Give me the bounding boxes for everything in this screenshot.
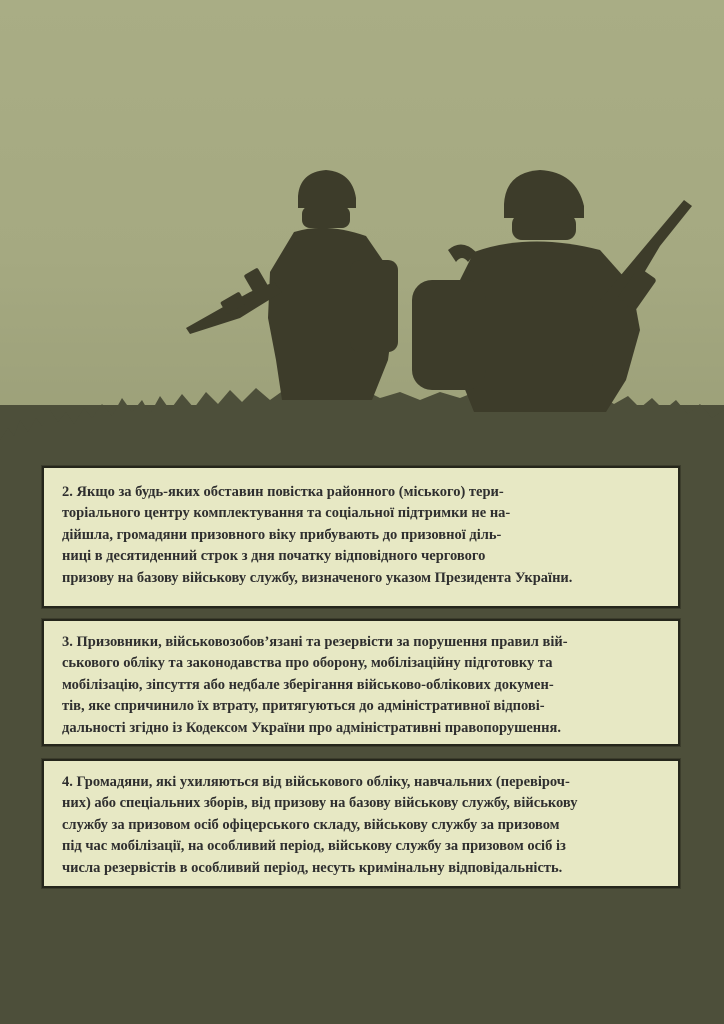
left-soldier-silhouette bbox=[186, 170, 398, 400]
foliage-silhouette bbox=[0, 388, 724, 470]
panel-text-item-2: 2. Якщо за будь-яких обставин повістка районного (міського) тери- торіального центру комплектування та соціальної підтримки не на- дійшла, громадяни призовного віку прибувають до призовної діль- ниці в десятиденний строк з дня початку відповідного чергового призову на базову військову службу, визначеного указом Президента України. bbox=[62, 484, 573, 586]
info-panel-item-2 bbox=[42, 466, 680, 608]
info-panel-item-4 bbox=[42, 759, 680, 888]
soldiers-illustration bbox=[0, 0, 724, 470]
info-panel-item-3 bbox=[42, 619, 680, 746]
panel-text-item-4: 4. Громадяни, які ухиляються від військового обліку, навчальних (перевіроч- них) або спеціальних зборів, від призову на базову військову службу, військову службу за призовом осіб офіцерського складу, військову службу за призовом під час мобілізації, на особливий період, військову службу за призовом осіб із числа резервістів в особливий період, несуть кримінальну відповідальність. bbox=[62, 774, 578, 876]
panel-text-item-3: 3. Призовники, військовозобов’язані та резервісти за порушення правил вій- ськового обліку та законодавства про оборону, мобілізаційну підготовку та мобілізацію, зіпсуття або недбале зберігання військово-облікових докумен- тів, яке спричинило їх втрату, притягуються до адміністративної відпові- дальності згідно із Кодексом України про адміністративні правопорушення. bbox=[62, 634, 568, 736]
right-soldier-silhouette bbox=[412, 170, 692, 412]
